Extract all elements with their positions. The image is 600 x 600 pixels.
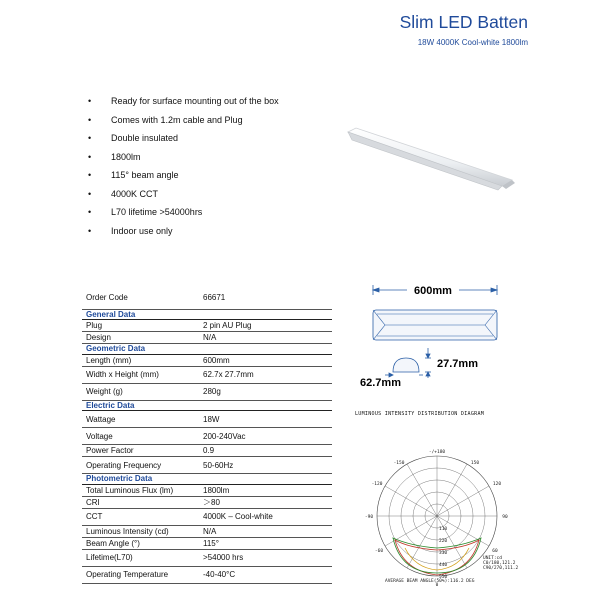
spec-label: Plug	[82, 320, 199, 332]
spec-label: Order Code	[82, 287, 199, 309]
angle-label: 90	[502, 515, 508, 520]
spec-row	[82, 566, 332, 583]
spec-value: 4000K – Cool-white	[199, 508, 332, 525]
spec-row	[82, 428, 332, 445]
spec-label: Total Luminous Flux (lm)	[82, 484, 199, 496]
spec-label: Operating Frequency	[82, 457, 199, 474]
spec-value: N/A	[199, 525, 332, 537]
spec-label: CCT	[82, 508, 199, 525]
spec-value: 1800lm	[199, 484, 332, 496]
spec-value: 600mm	[199, 354, 332, 366]
section-title: Photometric Data	[82, 474, 332, 485]
length-label: 600mm	[414, 285, 452, 297]
radial-label: 220	[439, 539, 448, 544]
spec-label: Wattage	[82, 411, 199, 428]
spec-value: 280g	[199, 383, 332, 400]
product-image	[340, 112, 520, 192]
angle-label: 120	[492, 482, 502, 487]
spec-value: >54000 hrs	[199, 549, 332, 566]
angle-label: -120	[371, 482, 383, 487]
batten-side	[348, 132, 502, 190]
spec-row	[82, 525, 332, 537]
beam-angle-footer: AVERAGE BEAM ANGLE(50%):116.2 DEG	[385, 579, 475, 584]
spec-table	[82, 287, 332, 584]
spec-label: Lifetime(L70)	[82, 549, 199, 566]
spec-section-header	[82, 344, 332, 355]
spec-label: Operating Temperature	[82, 566, 199, 583]
spec-value: 62.7x 27.7mm	[199, 366, 332, 383]
spec-label: Width x Height (mm)	[82, 366, 199, 383]
spec-value: 115°	[199, 537, 332, 549]
spec-label: Beam Angle (°)	[82, 537, 199, 549]
feature-item: • L70 lifetime >54000hrs	[88, 203, 279, 222]
zero-label: 0	[435, 583, 439, 588]
spec-row	[82, 484, 332, 496]
feature-list	[88, 92, 279, 240]
spec-value: ＞80	[199, 496, 332, 508]
spec-value: -40-40°C	[199, 566, 332, 583]
spec-label: Power Factor	[82, 445, 199, 457]
spec-row	[82, 457, 332, 474]
angle-label: -90	[364, 515, 374, 520]
angle-label: -/+180	[428, 450, 446, 455]
spec-row	[82, 537, 332, 549]
polar-diagram-title: LUMINOUS INTENSITY DISTRIBUTION DIAGRAM	[355, 411, 485, 417]
feature-item: • Ready for surface mounting out of the box	[88, 92, 279, 111]
page-title: Slim LED Batten	[399, 12, 528, 32]
order-code-row	[82, 287, 332, 309]
spec-label: Design	[82, 332, 199, 344]
spec-section-header	[82, 309, 332, 320]
spec-row	[82, 366, 332, 383]
spec-value: 200-240Vac	[199, 428, 332, 445]
spec-value: N/A	[199, 332, 332, 344]
spec-value: 2 pin AU Plug	[199, 320, 332, 332]
radial-label: 440	[439, 563, 448, 568]
spec-row	[82, 496, 332, 508]
dimension-diagram	[355, 280, 515, 390]
height-label: 27.7mm	[437, 358, 478, 370]
spec-row	[82, 549, 332, 566]
radial-label: 110	[439, 527, 448, 532]
spec-row	[82, 411, 332, 428]
spec-section-header	[82, 400, 332, 411]
spec-value: 66671	[199, 287, 332, 309]
spec-value: 0.9	[199, 445, 332, 457]
spec-label: Weight (g)	[82, 383, 199, 400]
polar-diagram	[355, 448, 525, 588]
radial-label: 330	[439, 551, 448, 556]
feature-item: • 115° beam angle	[88, 166, 279, 185]
legend-c0: C0/180,121.2	[483, 561, 516, 566]
feature-item: • Comes with 1.2m cable and Plug	[88, 111, 279, 130]
batten-end-view	[393, 358, 419, 372]
spec-label: Voltage	[82, 428, 199, 445]
spec-label: Luminous Intensity (cd)	[82, 525, 199, 537]
feature-item: • Indoor use only	[88, 222, 279, 241]
legend-unit: UNIT:cd	[483, 556, 502, 561]
spec-row	[82, 383, 332, 400]
angle-label: 150	[470, 461, 480, 466]
spec-value: 18W	[199, 411, 332, 428]
legend-c90: C90/270,111.2	[483, 566, 519, 571]
width-label: 62.7mm	[360, 377, 401, 389]
page-subtitle: 18W 4000K Cool-white 1800lm	[417, 38, 528, 47]
spec-label: CRI	[82, 496, 199, 508]
angle-label: -150	[393, 461, 405, 466]
angle-label: 60	[492, 549, 498, 554]
spec-label: Length (mm)	[82, 354, 199, 366]
section-title: Geometric Data	[82, 344, 332, 355]
spec-section-header	[82, 474, 332, 485]
spec-row	[82, 320, 332, 332]
feature-item: • Double insulated	[88, 129, 279, 148]
feature-item: • 1800lm	[88, 148, 279, 167]
spec-row	[82, 332, 332, 344]
spec-row	[82, 508, 332, 525]
section-title: General Data	[82, 309, 332, 320]
radial-label: 550	[439, 575, 448, 580]
batten-body	[348, 128, 512, 186]
spec-row	[82, 445, 332, 457]
section-title: Electric Data	[82, 400, 332, 411]
feature-item: • 4000K CCT	[88, 185, 279, 204]
angle-label: -60	[374, 549, 384, 554]
spec-value: 50-60Hz	[199, 457, 332, 474]
spec-row	[82, 354, 332, 366]
